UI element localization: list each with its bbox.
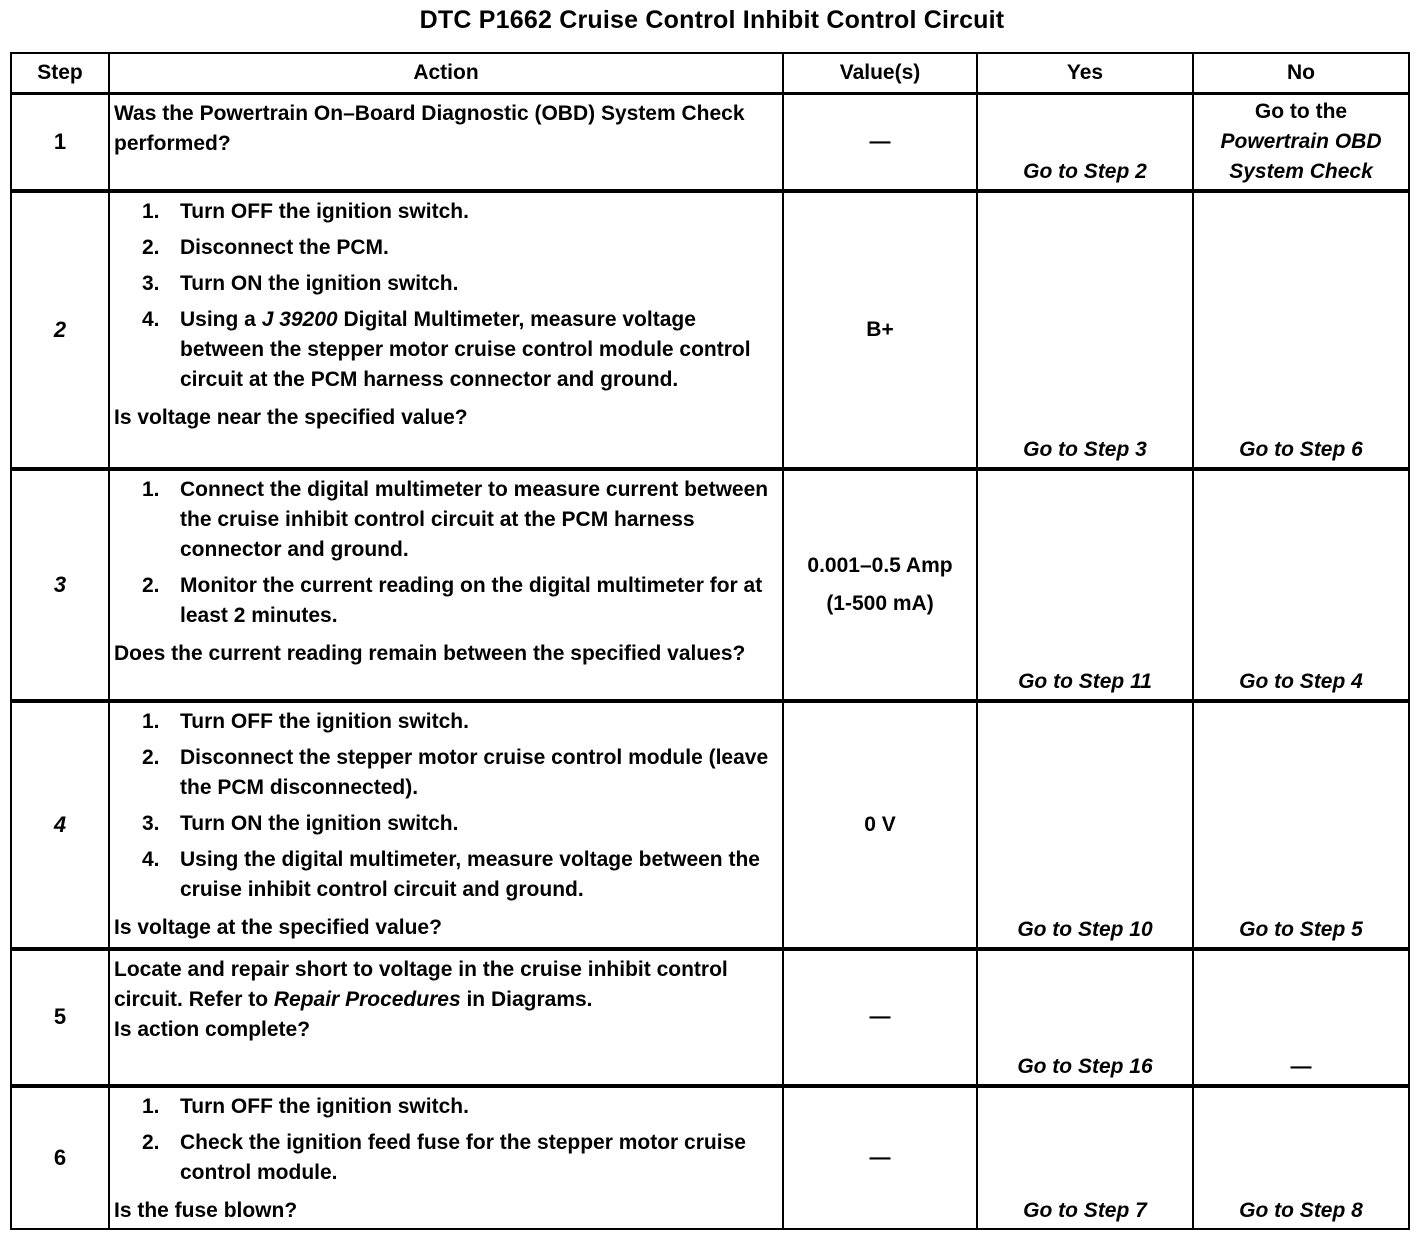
step-number: 4 — [11, 701, 109, 949]
no-cell: Go to Step 5 — [1193, 701, 1409, 949]
list-item: 4. Using a J 39200 Digital Multimeter, measure voltage between the stepper motor cruise control module control circuit at the PCM harness connector and ground. — [142, 307, 751, 391]
instruction-list — [114, 707, 776, 911]
table-row — [11, 94, 1409, 191]
table-row — [11, 469, 1409, 701]
header-row — [11, 53, 1409, 94]
no-cell: — — [1193, 949, 1409, 1086]
action-cell — [109, 701, 783, 949]
instruction-list — [114, 197, 776, 401]
list-item: 3. Turn ON the ignition switch. — [142, 811, 459, 835]
header-action: Action — [109, 53, 783, 94]
list-item: 4. Using the digital multimeter, measure voltage between the cruise inhibit control circuit and ground. — [142, 847, 760, 901]
table-row — [11, 191, 1409, 469]
page-title: DTC P1662 Cruise Control Inhibit Control Circuit — [419, 6, 1005, 34]
value-cell: — — [783, 949, 977, 1086]
no-cell — [1193, 94, 1409, 191]
list-item: 1. Turn OFF the ignition switch. — [142, 1094, 469, 1118]
action-question: Does the current reading remain between the specified values? — [114, 641, 746, 665]
no-line: Powertrain OBD — [1220, 129, 1382, 153]
no-line: Go to the — [1254, 99, 1348, 123]
value-line: (1-500 mA) — [826, 591, 934, 615]
list-item: 3. Turn ON the ignition switch. — [142, 271, 459, 295]
step-number: 1 — [11, 94, 109, 191]
repair-procedures-reference: Repair Procedures — [273, 987, 461, 1011]
value-cell — [783, 469, 977, 701]
action-question: Is voltage at the specified value? — [114, 915, 442, 939]
step-number: 3 — [11, 469, 109, 701]
header-step: Step — [11, 53, 109, 94]
value-cell: — — [783, 94, 977, 191]
value-cell: — — [783, 1086, 977, 1229]
yes-cell: Go to Step 3 — [977, 191, 1193, 469]
instruction-list — [114, 475, 776, 637]
diagnostic-table — [10, 52, 1410, 1230]
table-row — [11, 701, 1409, 949]
no-cell: Go to Step 8 — [1193, 1086, 1409, 1229]
list-item: 1. Turn OFF the ignition switch. — [142, 709, 469, 733]
yes-cell: Go to Step 2 — [977, 94, 1193, 191]
action-cell — [109, 191, 783, 469]
table-row — [11, 949, 1409, 1086]
instruction-list — [114, 1092, 776, 1194]
value-cell: B+ — [783, 191, 977, 469]
yes-cell: Go to Step 11 — [977, 469, 1193, 701]
step-number: 2 — [11, 191, 109, 469]
yes-cell: Go to Step 16 — [977, 949, 1193, 1086]
yes-cell: Go to Step 7 — [977, 1086, 1193, 1229]
list-item: 2. Disconnect the stepper motor cruise control module (leave the PCM disconnected). — [142, 745, 769, 799]
step-number: 6 — [11, 1086, 109, 1229]
list-item: 2. Monitor the current reading on the digital multimeter for at least 2 minutes. — [142, 573, 763, 627]
list-item: 1. Turn OFF the ignition switch. — [142, 199, 469, 223]
value-line: 0.001–0.5 Amp — [807, 553, 953, 577]
action-question: Is voltage near the specified value? — [114, 405, 468, 429]
action-cell — [109, 469, 783, 701]
action-cell — [109, 1086, 783, 1229]
tool-reference: J 39200 — [261, 307, 338, 331]
list-item: 2. Disconnect the PCM. — [142, 235, 389, 259]
action-cell — [109, 94, 783, 191]
action-text: Was the Powertrain On–Board Diagnostic (OBD) System Check performed? — [114, 102, 745, 155]
list-item: 1. Connect the digital multimeter to measure current between the cruise inhibit control circuit at the PCM harness connector and ground. — [142, 477, 769, 561]
yes-cell: Go to Step 10 — [977, 701, 1193, 949]
action-cell — [109, 949, 783, 1086]
list-item: 2. Check the ignition feed fuse for the stepper motor cruise control module. — [142, 1130, 746, 1184]
action-question: Is action complete? — [114, 1017, 311, 1041]
no-cell: Go to Step 4 — [1193, 469, 1409, 701]
no-line: System Check — [1229, 159, 1373, 183]
step-number: 5 — [11, 949, 109, 1086]
table-row — [11, 1086, 1409, 1229]
value-cell: 0 V — [783, 701, 977, 949]
header-yes: Yes — [977, 53, 1193, 94]
header-values: Value(s) — [783, 53, 977, 94]
no-cell: Go to Step 6 — [1193, 191, 1409, 469]
header-no: No — [1193, 53, 1409, 94]
action-question: Is the fuse blown? — [114, 1198, 298, 1222]
action-text: Locate and repair short to voltage in the cruise inhibit control circuit. Refer to Repair Procedures in Diagrams. — [114, 957, 728, 1011]
